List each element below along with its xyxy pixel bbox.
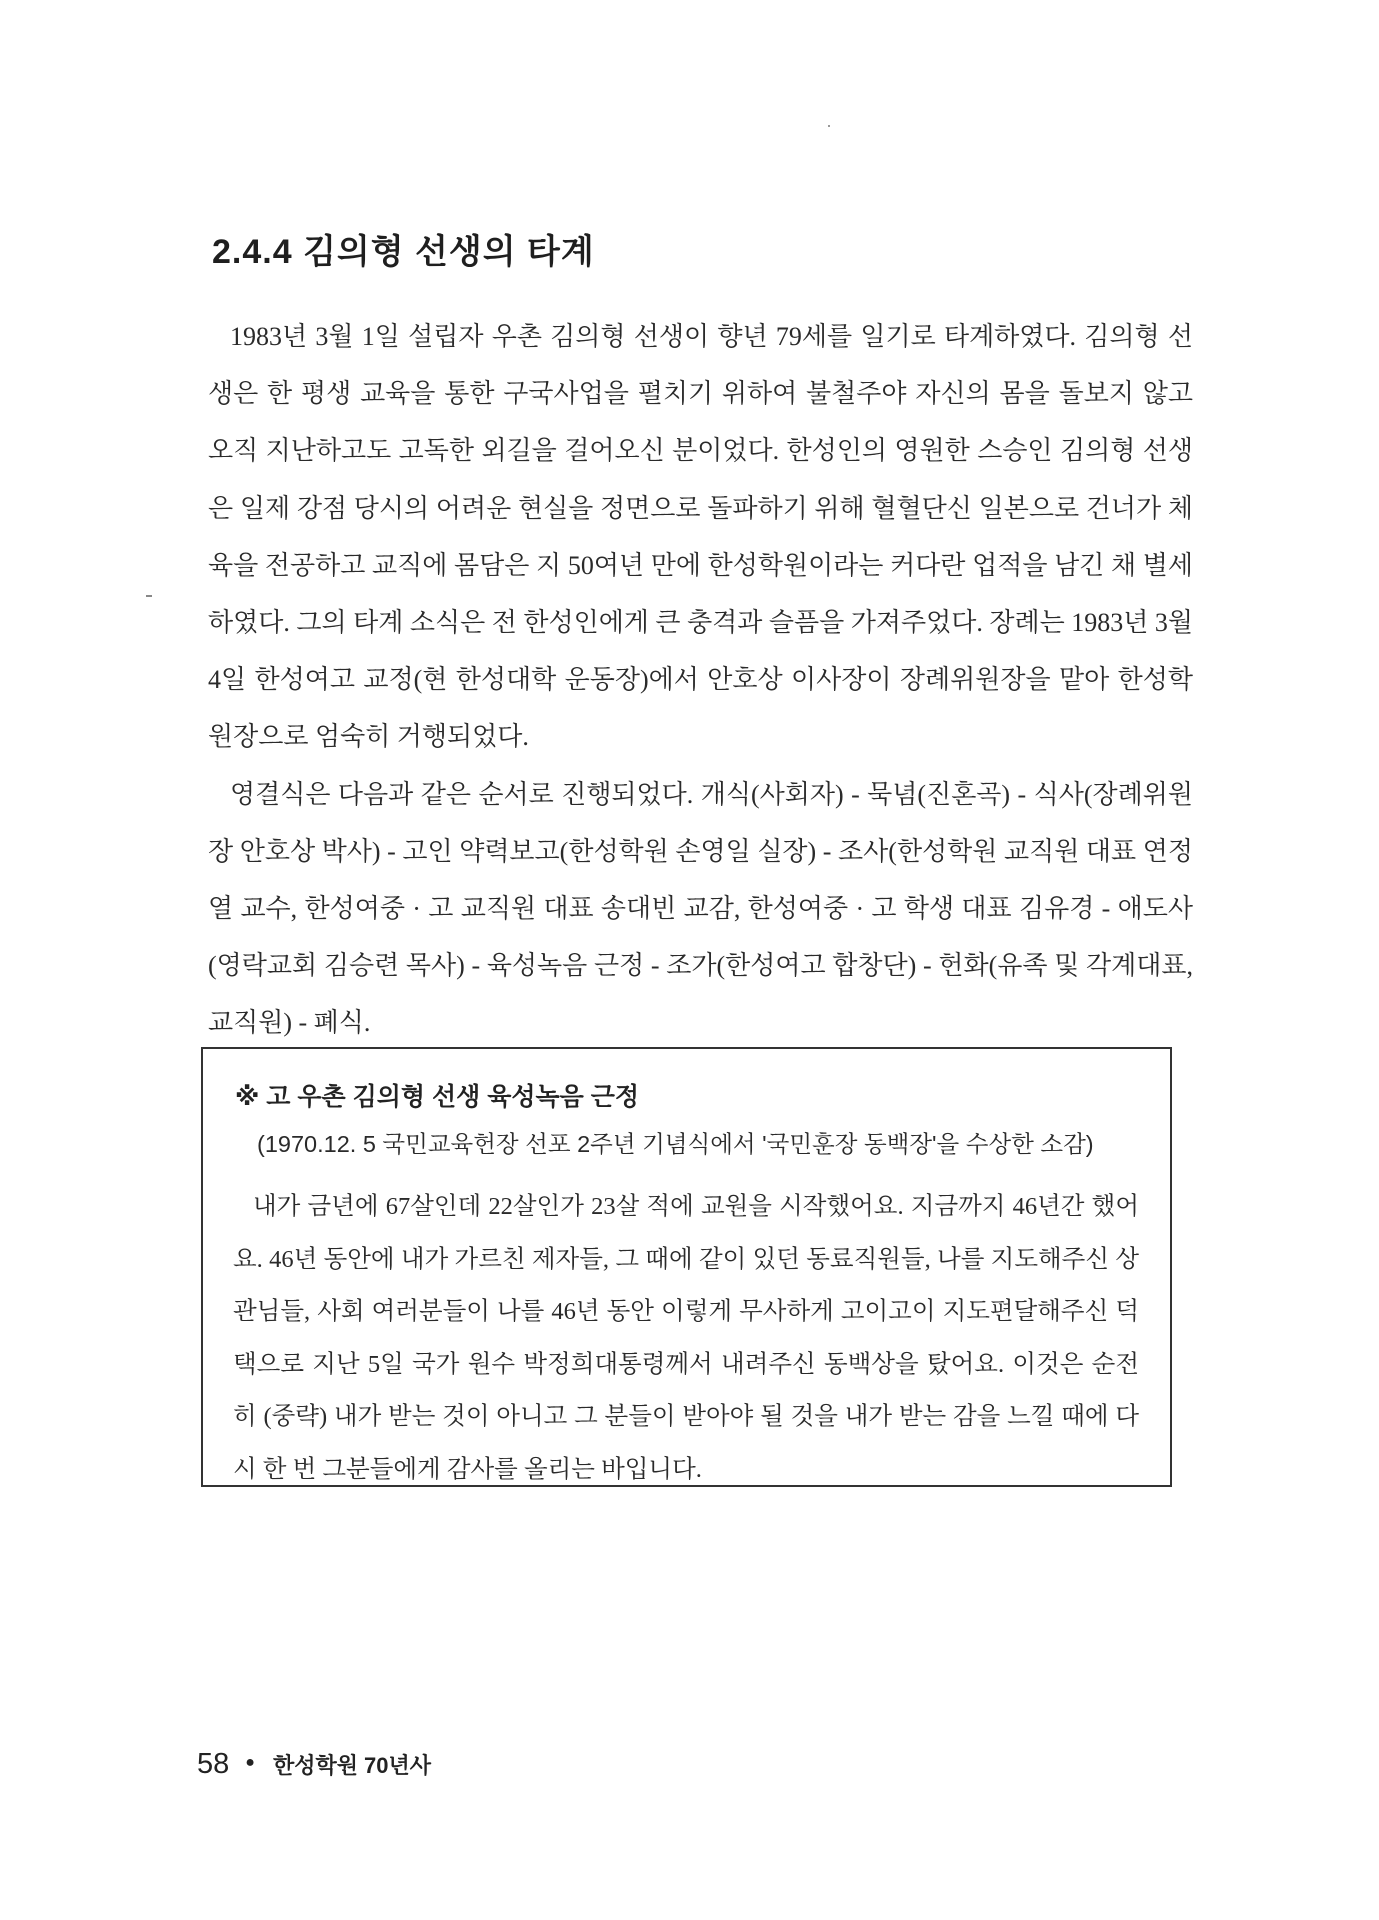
body-paragraph: 1983년 3월 1일 설립자 우촌 김의형 선생이 향년 79세를 일기로 타계하였다. 김의형 선생은 한 평생 교육을 통한 구국사업을 펼치기 위하여 불철주야 자신의 몸을 돌보지 않고 오직 지난하고도 고독한 외길을 걸어오신 분이었다. 한성인의 영원한 스승인 김의형 선생은 일제 강점 당시의 어려운 현실을 정면으로 돌파하기 위해 혈혈단신 일본으로 건너가 체육을 전공하고 교직에 몸담은 지 50여년 만에 한성학원이라는 커다란 업적을 남긴 채 별세하였다. 그의 타계 소식은 전 한성인에게 큰 충격과 슬픔을 가져주었다. 장례는 1983년 3월 4일 한성여고 교정(현 한성대학 운동장)에서 안호상 이사장이 장례위원장을 맡아 한성학원장으로 엄숙히 거행되었다.	[208, 322, 1193, 752]
bullet-icon: ●	[245, 1754, 255, 1771]
box-title: ※ 고 우촌 김의형 선생 육성녹음 근정	[235, 1083, 640, 1111]
speech-transcript-box	[201, 1047, 1172, 1487]
section-heading: 2.4.4 김의형 선생의 타계	[212, 233, 595, 271]
body-paragraph: 영결식은 다음과 같은 순서로 진행되었다. 개식(사회자) - 묵념(진혼곡) - 식사(장례위원장 안호상 박사) - 고인 약력보고(한성학원 손영일 실장) - 조사(한성학원 교직원 대표 연정열 교수, 한성여중 · 고 교직원 대표 송대빈 교감, 한성여중 · 고 학생 대표 김유경 - 애도사(영락교회 김승련 목사) - 육성녹음 근정 - 조가(한성여고 합창단) - 헌화(유족 및 각계대표, 교직원) - 폐식.	[208, 779, 1193, 1038]
running-title: 한성학원 70년사	[272, 1753, 432, 1778]
scan-speck	[828, 125, 830, 127]
scan-mark	[146, 595, 152, 597]
body-text	[208, 308, 1193, 1052]
box-body-text: 내가 금년에 67살인데 22살인가 23살 적에 교원을 시작했어요. 지금까지 46년간 했어요. 46년 동안에 내가 가르친 제자들, 그 때에 같이 있던 동료직원들, 나를 지도해주신 상관님들, 사회 여러분들이 나를 46년 동안 이렇게 무사하게 고이고이 지도편달해주신 덕택으로 지난 5일 국가 원수 박정희대통령께서 내려주신 동백상을 탔어요. 이것은 순전히 (중략) 내가 받는 것이 아니고 그 분들이 받아야 될 것을 내가 받는 감을 느낄 때에 다시 한 번 그분들에게 감사를 올리는 바입니다.	[233, 1193, 1139, 1483]
box-subtitle: (1970.12. 5 국민교육헌장 선포 2주년 기념식에서 '국민훈장 동백장'을 수상한 소감)	[257, 1131, 1094, 1157]
page-footer	[197, 1748, 431, 1781]
page-number: 58	[197, 1748, 230, 1780]
